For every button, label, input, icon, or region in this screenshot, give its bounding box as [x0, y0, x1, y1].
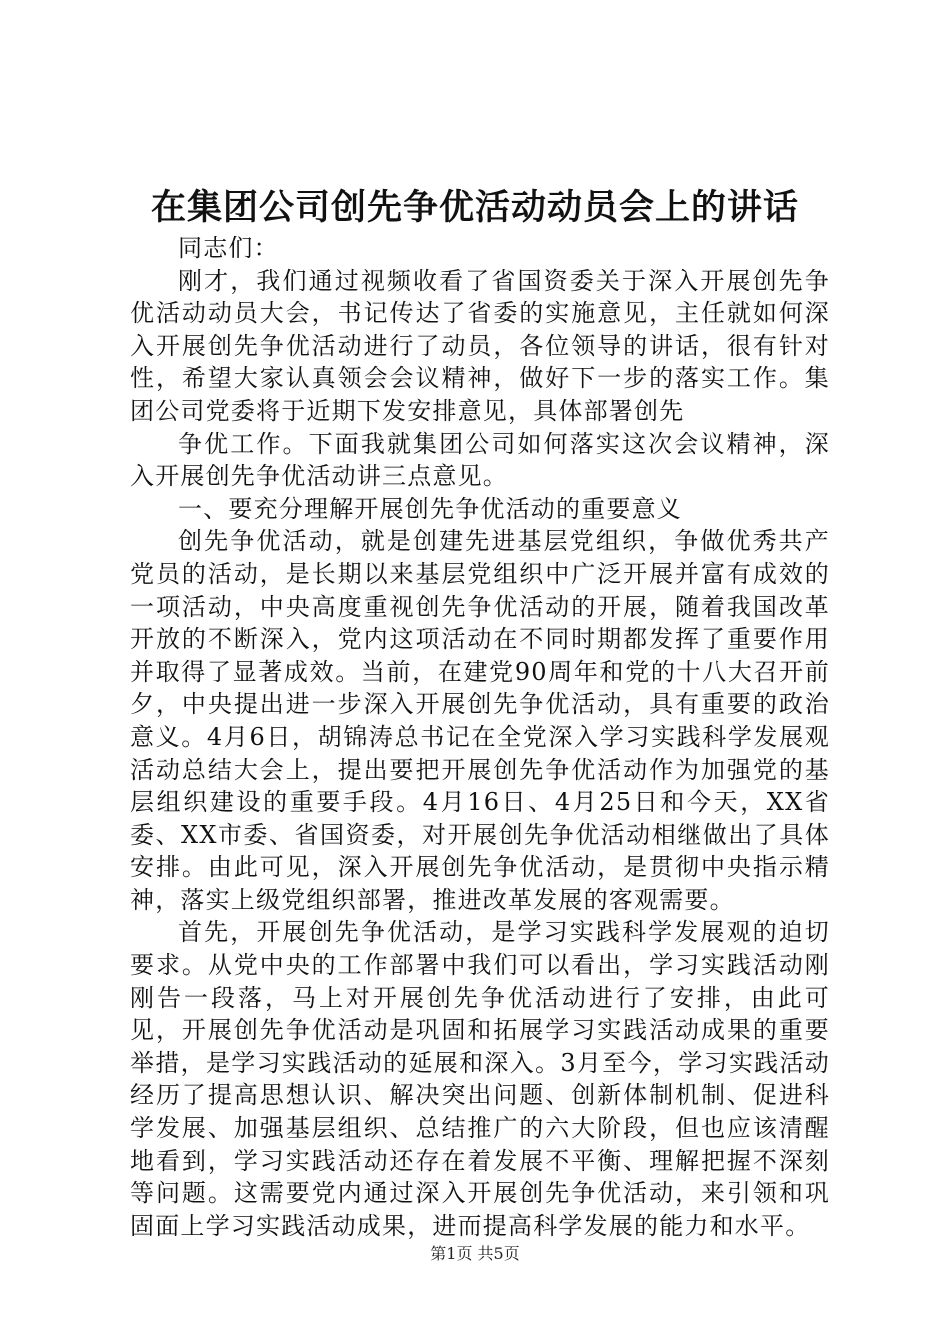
- intro-continuation-paragraph: 争优工作。下面我就集团公司如何落实这次会议精神，深入开展创先争优活动讲三点意见。: [130, 429, 830, 491]
- intro-paragraph: 刚才，我们通过视频收看了省国资委关于深入开展创先争优活动动员大会，书记传达了省委的实施意见，主任就如何深入开展创先争优活动进行了动员，各位领导的讲话，很有针对性，希望大家认真领会会议精神，做好下一步的落实工作。集团公司党委将于近期下发安排意见，具体部署创先: [130, 266, 830, 425]
- salutation-paragraph: 同志们：: [178, 234, 279, 262]
- document-body: [130, 232, 830, 1242]
- section-heading: 一、要充分理解开展创先争优活动的重要意义: [178, 494, 682, 523]
- document-title: 在集团公司创先争优活动动员会上的讲话: [150, 187, 799, 228]
- page-footer: 第1页 共5页: [430, 1244, 520, 1263]
- body-paragraph: 创先争优活动，就是创建先进基层党组织，争做优秀共产党员的活动，是长期以来基层党组织中广泛开展并富有成效的一项活动，中央高度重视创先争优活动的开展，随着我国改革开放的不断深入，党内这项活动在不同时期都发挥了重要作用并取得了显著成效。当前，在建党90周年和党的十八大召开前夕，中央提出进一步深入开展创先争优活动，具有重要的政治意义。4月6日，胡锦涛总书记在全党深入学习实践科学发展观活动总结大会上，提出要把开展创先争优活动作为加强党的基层组织建设的重要手段。4月16日、4月25日和今天，XX省委、XX市委、省国资委，对开展创先争优活动相继做出了具体安排。由此可见，深入开展创先争优活动，是贯彻中央指示精神，落实上级党组织部署，推进改革发展的客观需要。: [130, 527, 830, 914]
- body-paragraph: 首先，开展创先争优活动，是学习实践科学发展观的迫切要求。从党中央的工作部署中我们可以看出，学习实践活动刚刚告一段落，马上对开展创先争优活动进行了安排，由此可见，开展创先争优活动是巩固和拓展学习实践活动成果的重要举措，是学习实践活动的延展和深入。3月至今，学习实践活动经历了提高思想认识、解决突出问题、创新体制机制、促进科学发展、加强基层组织、总结推广的六大阶段，但也应该清醒地看到，学习实践活动还存在着发展不平衡、理解把握不深刻等问题。这需要党内通过深入开展创先争优活动，来引领和巩固面上学习实践活动成果，进而提高科学发展的能力和水平。: [130, 918, 830, 1240]
